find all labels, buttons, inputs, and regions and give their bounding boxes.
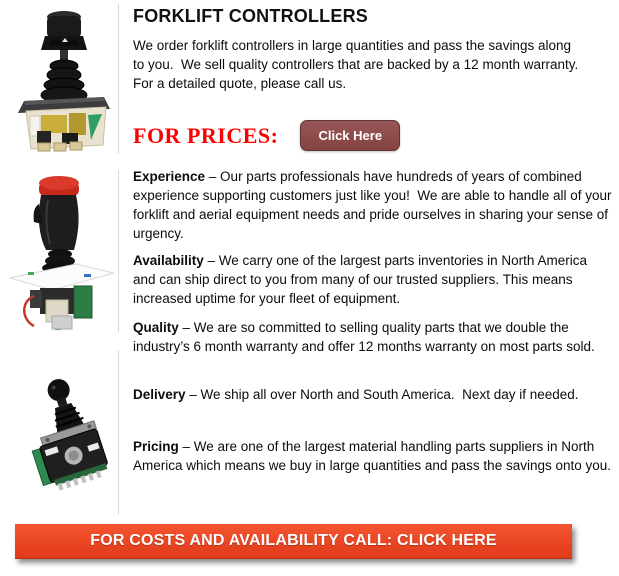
- page-title: FORKLIFT CONTROLLERS: [133, 6, 368, 26]
- section-delivery-body: – We ship all over North and South America. Next day if needed.: [185, 387, 579, 402]
- product-photo-joystick-3: [10, 350, 119, 515]
- section-delivery-label: Delivery: [133, 387, 186, 402]
- section-pricing: [133, 437, 612, 475]
- costs-availability-banner[interactable]: [15, 524, 572, 559]
- prices-row: [133, 120, 612, 151]
- section-pricing-body: – We are one of the largest material handling parts suppliers in North America which means we buy in large quantities and pass the savings onto you.: [133, 439, 612, 473]
- section-experience-body: – Our parts professionals have hundreds of years of combined experience supporting customers just like you! We are able to handle all of your forklift and aerial equipment needs and pride ourselves in sharing your sense of urgency.: [133, 169, 616, 241]
- section-availability-label: Availability: [133, 253, 204, 268]
- section-availability-body: – We carry one of the largest parts inventories in North America and can ship direct to you from many of our trusted suppliers. This means increased uptime for your fleet of equipment.: [133, 253, 591, 306]
- section-availability: [133, 251, 612, 308]
- click-here-button[interactable]: Click Here: [300, 120, 400, 151]
- section-experience: [133, 167, 616, 243]
- section-quality: [133, 318, 612, 356]
- section-quality-body: – We are so committed to selling quality parts that we double the industry’s 6 month warranty and offer 12 months warranty on most parts sold.: [133, 320, 595, 354]
- product-photo-joystick-2: [6, 170, 119, 332]
- section-experience-label: Experience: [133, 169, 206, 184]
- joystick-illustration-1: [10, 4, 118, 154]
- intro-paragraph: We order forklift controllers in large quantities and pass the savings along to you. We sell quality controllers that are backed by a 12 month warranty. For a detailed quote, please call us.: [133, 38, 586, 91]
- section-pricing-label: Pricing: [133, 439, 179, 454]
- section-delivery: [133, 385, 612, 404]
- joystick-illustration-3: [10, 350, 118, 515]
- joystick-illustration-2: [6, 170, 118, 332]
- banner-text: FOR COSTS AND AVAILABILITY CALL: CLICK HERE: [90, 532, 497, 549]
- product-photo-joystick-1: [10, 4, 119, 154]
- for-prices-label: FOR PRICES:: [133, 122, 279, 148]
- section-quality-label: Quality: [133, 320, 179, 335]
